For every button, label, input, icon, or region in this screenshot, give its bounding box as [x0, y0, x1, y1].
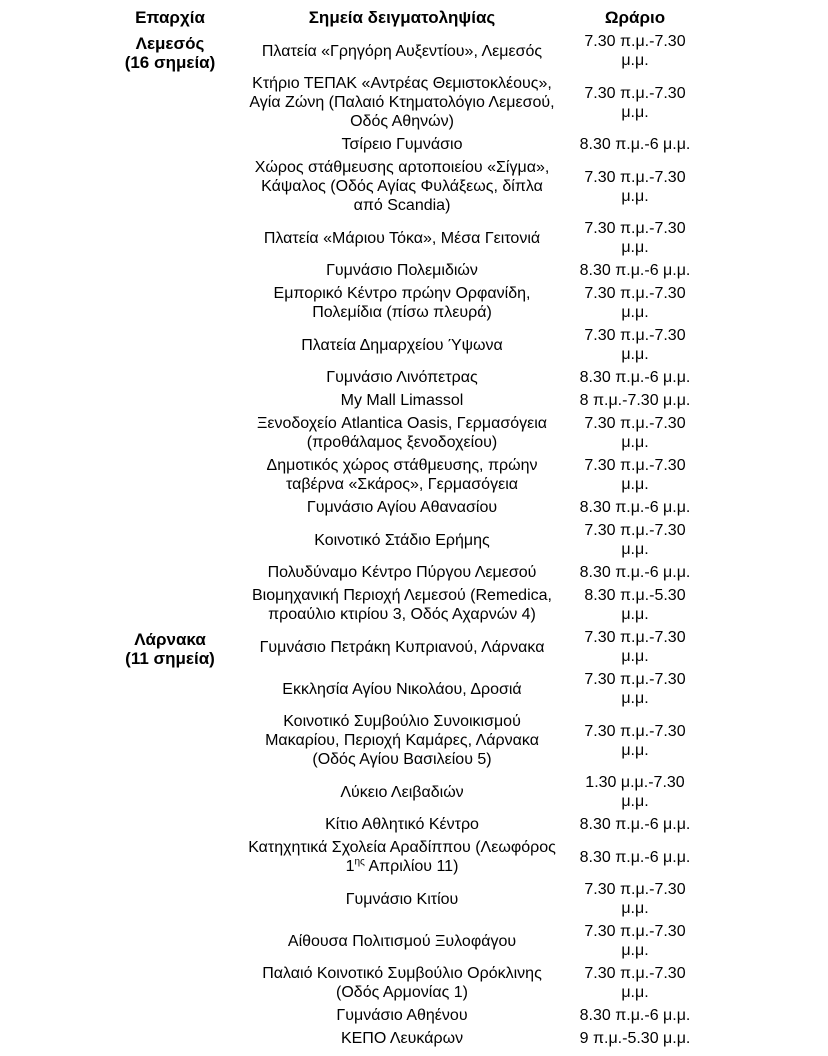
- schedule-line: 7.30 π.μ.-7.30: [584, 522, 686, 539]
- site-cell: [236, 282, 568, 324]
- site-cell: [236, 878, 568, 920]
- schedule-cell: [568, 324, 702, 366]
- schedule-cell: [568, 519, 702, 561]
- site-line: Οδός Αθηνών): [350, 113, 454, 130]
- site-line: (Οδός Αρμονίας 1): [336, 984, 468, 1001]
- district-name: Λάρνακα: [134, 630, 206, 649]
- site-cell: [236, 584, 568, 626]
- site-cell: [236, 496, 568, 519]
- schedule-line: 7.30 π.μ.-7.30: [584, 923, 686, 940]
- schedule-line: 8.30 π.μ.-6 μ.μ.: [579, 499, 691, 516]
- table-header: [104, 6, 702, 30]
- schedule-cell: [568, 156, 702, 217]
- schedule-cell: [568, 282, 702, 324]
- site-cell: [236, 813, 568, 836]
- site-line: [238, 857, 566, 876]
- site-cell: [236, 454, 568, 496]
- schedule-line: μ.μ.: [621, 346, 649, 363]
- schedule-line: 7.30 π.μ.-7.30: [584, 168, 686, 186]
- schedule-line: μ.μ.: [621, 984, 649, 1001]
- site-line: προαύλιο κτιρίου 3, Οδός Αχαρνών 4): [268, 606, 536, 623]
- schedule-line: μ.μ.: [621, 690, 649, 707]
- district-count: (11 σημεία): [125, 649, 215, 668]
- schedule-cell: [568, 1004, 702, 1027]
- schedule-cell: [568, 30, 702, 72]
- site-line: Μακαρίου, Περιοχή Καμάρες, Λάρνακα: [265, 732, 539, 749]
- site-line: Κάψαλος (Οδός Αγίας Φυλάξεως, δίπλα: [261, 178, 543, 195]
- site-line: Πλατεία «Γρηγόρη Αυξεντίου», Λεμεσός: [261, 42, 543, 60]
- schedule-line: μ.μ.: [621, 304, 649, 321]
- schedule-line: 7.30 π.μ.-7.30: [584, 457, 686, 474]
- site-line: Γυμνάσιο Πολεμιδιών: [326, 262, 478, 279]
- site-line: Λύκειο Λειβαδιών: [340, 783, 464, 801]
- schedule-line: 8.30 π.μ.-6 μ.μ.: [579, 816, 691, 833]
- schedule-cell: [568, 389, 702, 412]
- site-line: Πλατεία «Μάριου Τόκα», Μέσα Γειτονιά: [263, 229, 541, 247]
- schedule-line: μ.μ.: [621, 52, 649, 69]
- schedule-line: μ.μ.: [621, 900, 649, 917]
- table-body: [104, 30, 702, 1050]
- site-cell: [236, 561, 568, 584]
- site-line: Παλαιό Κοινοτικό Συμβούλιο Ορόκλινης: [262, 965, 542, 982]
- table-row: [104, 30, 702, 72]
- schedule-line: 1.30 μ.μ.-7.30: [585, 774, 685, 791]
- site-cell: [236, 217, 568, 259]
- site-line: Γυμνάσιο Αθηένου: [336, 1007, 468, 1024]
- site-line: Γυμνάσιο Αγίου Αθανασίου: [306, 499, 498, 516]
- schedule-line: μ.μ.: [621, 476, 649, 493]
- schedule-cell: [568, 496, 702, 519]
- schedule-cell: [568, 454, 702, 496]
- site-line: ΚΕΠΟ Λευκάρων: [340, 1030, 464, 1047]
- schedule-line: 8.30 π.μ.-6 μ.μ.: [579, 369, 691, 386]
- schedule-cell: [568, 813, 702, 836]
- site-cell: [236, 626, 568, 668]
- schedule-cell: [568, 771, 702, 813]
- site-cell: [236, 710, 568, 771]
- schedule-line: μ.μ.: [621, 741, 649, 759]
- schedule-cell: [568, 259, 702, 282]
- schedule-line: 7.30 π.μ.-7.30: [584, 881, 686, 898]
- schedule-cell: [568, 72, 702, 133]
- schedule-line: 8.30 π.μ.-6 μ.μ.: [579, 136, 691, 153]
- site-line: Γυμνάσιο Κιτίου: [345, 890, 459, 908]
- schedule-line: μ.μ.: [621, 606, 649, 623]
- site-line: (Οδός Αγίου Βασιλείου 5): [312, 751, 492, 768]
- schedule-line: 7.30 π.μ.-7.30: [584, 629, 686, 646]
- schedule-cell: [568, 878, 702, 920]
- schedule-cell: [568, 962, 702, 1004]
- schedule-cell: [568, 561, 702, 584]
- site-cell: [236, 389, 568, 412]
- site-line: Κοινοτικό Στάδιο Ερήμης: [314, 531, 490, 549]
- schedule-cell: [568, 1027, 702, 1050]
- site-line: Κτήριο ΤΕΠΑΚ «Αντρέας Θεμιστοκλέους»,: [252, 75, 552, 92]
- schedule-line: 9 π.μ.-5.30 μ.μ.: [579, 1030, 691, 1047]
- site-cell: [236, 1004, 568, 1027]
- schedule-line: 7.30 π.μ.-7.30: [584, 965, 686, 982]
- schedule-line: 7.30 π.μ.-7.30: [584, 33, 686, 50]
- schedule-line: μ.μ.: [621, 942, 649, 959]
- site-line: Εμπορικό Κέντρο πρώην Ορφανίδη,: [273, 285, 531, 302]
- site-line: από Scandia): [353, 197, 451, 214]
- site-cell: [236, 519, 568, 561]
- schedule-line: 7.30 π.μ.-7.30: [584, 327, 686, 344]
- schedule-line: 8.30 π.μ.-5.30: [584, 587, 686, 604]
- schedule-cell: [568, 412, 702, 454]
- site-cell: [236, 156, 568, 217]
- site-cell: [236, 836, 568, 878]
- site-cell: [236, 920, 568, 962]
- site-line: Κίτιο Αθλητικό Κέντρο: [325, 816, 479, 833]
- site-text-segment: Απριλίου 11): [364, 858, 459, 875]
- site-line: My Mall Limassol: [340, 392, 464, 409]
- site-line: Εκκλησία Αγίου Νικολάου, Δροσιά: [282, 680, 522, 698]
- site-cell: [236, 259, 568, 282]
- site-line: Γυμνάσιο Λινόπετρας: [326, 369, 478, 386]
- schedule-line: μ.μ.: [621, 541, 649, 558]
- schedule-cell: [568, 217, 702, 259]
- site-cell: [236, 324, 568, 366]
- ordinal-superscript: ης: [354, 856, 365, 868]
- schedule-cell: [568, 836, 702, 878]
- site-cell: [236, 133, 568, 156]
- schedule-cell: [568, 133, 702, 156]
- schedule-line: μ.μ.: [621, 187, 649, 205]
- schedule-line: μ.μ.: [621, 434, 649, 451]
- schedule-line: 7.30 π.μ.-7.30: [584, 220, 686, 237]
- table-row: [104, 626, 702, 668]
- schedule-cell: [568, 710, 702, 771]
- site-line: Πολυδύναμο Κέντρο Πύργου Λεμεσού: [267, 564, 537, 581]
- column-header-schedule: Ωράριο: [604, 8, 666, 27]
- site-line: Κατηχητικά Σχολεία Αραδίππου (Λεωφόρος: [248, 839, 556, 856]
- schedule-line: 7.30 π.μ.-7.30: [584, 84, 686, 102]
- schedule-line: 8.30 π.μ.-6 μ.μ.: [579, 1007, 691, 1024]
- site-line: Αγία Ζώνη (Παλαιό Κτηματολόγιο Λεμεσού,: [249, 94, 555, 111]
- schedule-line: 7.30 π.μ.-7.30: [584, 722, 686, 740]
- column-header-sites: Σημεία δειγματοληψίας: [308, 8, 496, 27]
- schedule-cell: [568, 366, 702, 389]
- site-line: Χώρος στάθμευσης αρτοποιείου «Σίγμα»,: [254, 159, 550, 176]
- schedule-line: 8 π.μ.-7.30 μ.μ.: [579, 392, 691, 409]
- site-line: Κοινοτικό Συμβούλιο Συνοικισμού: [283, 713, 521, 730]
- site-line: Αίθουσα Πολιτισμού Ξυλοφάγου: [287, 932, 517, 950]
- site-line: Ξενοδοχείο Atlantica Oasis, Γερμασόγεια: [256, 415, 548, 432]
- site-line: Δημοτικός χώρος στάθμευσης, πρώην: [266, 457, 538, 474]
- schedule-line: μ.μ.: [621, 239, 649, 256]
- schedule-cell: [568, 584, 702, 626]
- site-cell: [236, 72, 568, 133]
- site-line: Πλατεία Δημαρχείου Ύψωνα: [301, 336, 503, 354]
- site-line: ταβέρνα «Σκάρος», Γερμασόγεια: [285, 476, 519, 493]
- site-cell: [236, 30, 568, 72]
- district-cell-larnaka: [104, 626, 236, 1050]
- schedule-cell: [568, 920, 702, 962]
- schedule-cell: [568, 626, 702, 668]
- schedule-cell: [568, 668, 702, 710]
- schedule-line: 8.30 π.μ.-6 μ.μ.: [579, 848, 691, 866]
- sampling-points-table: [104, 6, 702, 1050]
- schedule-line: 8.30 π.μ.-6 μ.μ.: [579, 262, 691, 279]
- site-cell: [236, 1027, 568, 1050]
- site-line: Βιομηχανική Περιοχή Λεμεσού (Remedica,: [252, 587, 552, 604]
- schedule-line: μ.μ.: [621, 103, 649, 121]
- schedule-line: 7.30 π.μ.-7.30: [584, 415, 686, 432]
- site-line: Τσίρειο Γυμνάσιο: [341, 136, 463, 153]
- header-row: [104, 6, 702, 30]
- schedule-line: 7.30 π.μ.-7.30: [584, 671, 686, 688]
- site-cell: [236, 668, 568, 710]
- schedule-line: μ.μ.: [621, 793, 649, 810]
- site-cell: [236, 962, 568, 1004]
- site-line: Γυμνάσιο Πετράκη Κυπριανού, Λάρνακα: [259, 638, 545, 656]
- district-name: Λεμεσός: [135, 34, 205, 53]
- district-cell-lemesos: [104, 30, 236, 626]
- column-header-district: Επαρχία: [135, 8, 205, 27]
- schedule-line: 7.30 π.μ.-7.30: [584, 285, 686, 302]
- site-cell: [236, 366, 568, 389]
- site-text-segment: 1: [345, 858, 355, 875]
- schedule-line: μ.μ.: [621, 648, 649, 665]
- site-line: Πολεμίδια (πίσω πλευρά): [312, 304, 492, 321]
- site-cell: [236, 771, 568, 813]
- site-line: (προθάλαμος ξενοδοχείου): [306, 434, 498, 451]
- site-cell: [236, 412, 568, 454]
- district-count: (16 σημεία): [124, 53, 216, 72]
- schedule-line: 8.30 π.μ.-6 μ.μ.: [579, 564, 691, 581]
